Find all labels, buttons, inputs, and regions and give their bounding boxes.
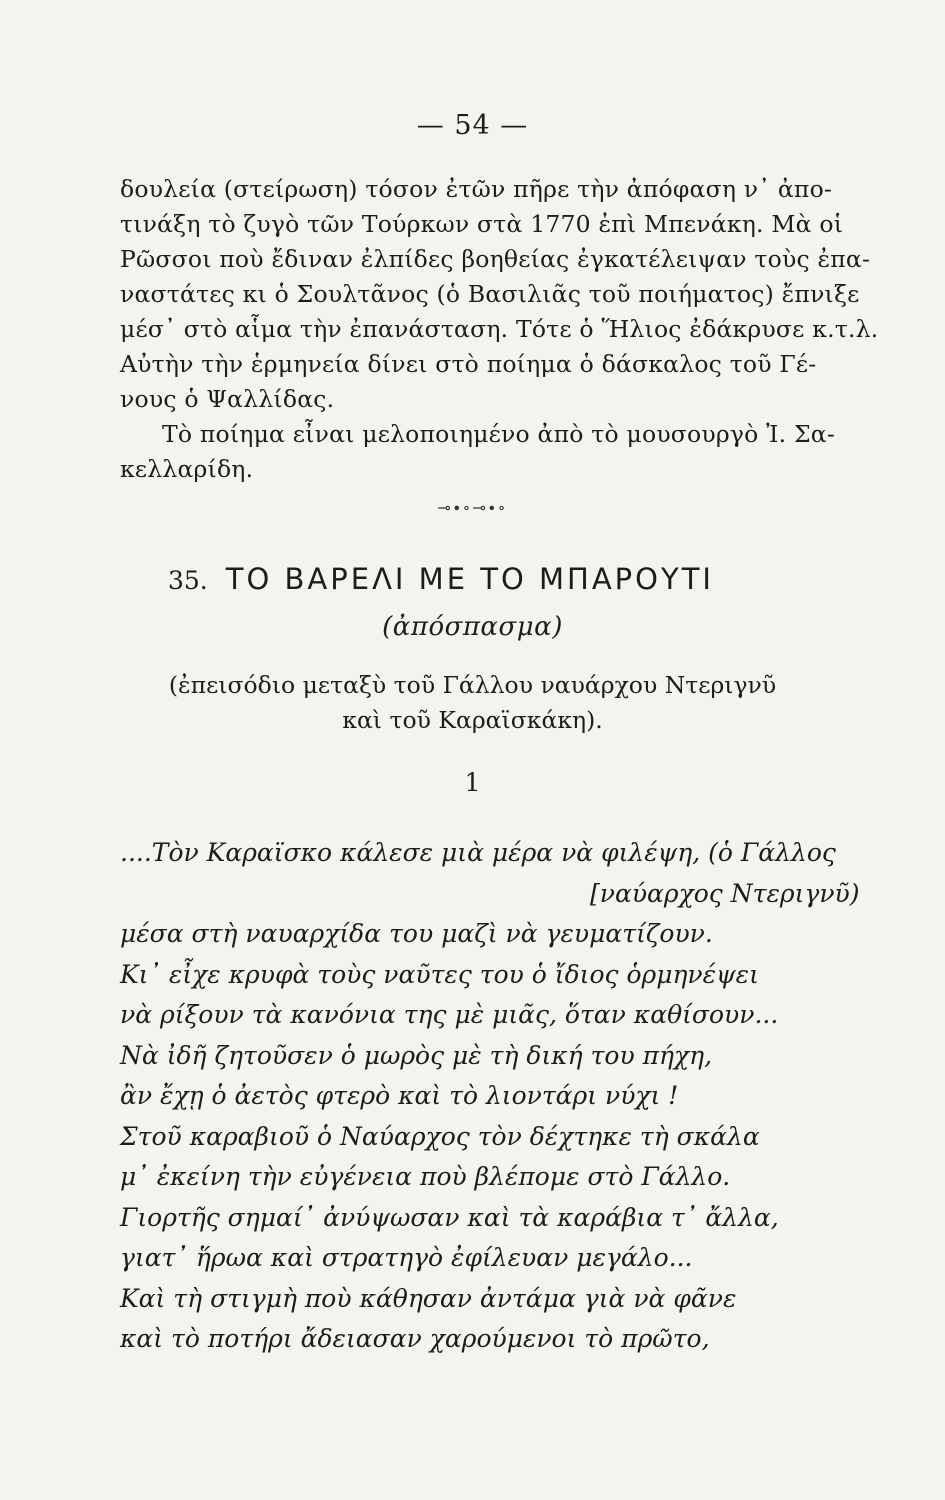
section-subtitle: (ἀπόσπασμα): [382, 612, 563, 642]
prose-line: δουλεία (στείρωση) τόσον ἐτῶν πῆρε τὴν ἀπόφαση ν᾿ ἀπο-: [120, 175, 833, 203]
poem-line: Στοῦ καραβιοῦ ὁ Ναύαρχος τὸν δέχτηκε τὴ σκάλα: [120, 1121, 760, 1151]
prose-line: τινάξη τὸ ζυγὸ τῶν Τούρκων στὰ 1770 ἐπὶ Μπενάκη. Μὰ οἱ: [120, 210, 844, 238]
stanza-number: 1: [464, 768, 481, 797]
poem-line: Γιορτῆς σημαί᾿ ἀνύψωσαν καὶ τὰ καράβια τ᾿ ἄλλα,: [120, 1202, 779, 1232]
poem-line: Νὰ ἰδῆ ζητοῦσεν ὁ μωρὸς μὲ τὴ δική του πήχη,: [120, 1040, 713, 1070]
prose-line: ναστάτες κι ὁ Σουλτᾶνος (ὁ Βασιλιᾶς τοῦ ποιήματος) ἔπνιξε: [120, 280, 860, 308]
poem-stanza: [120, 833, 860, 1360]
poem-line: Κι᾿ εἶχε κρυφὰ τοὺς ναῦτες του ὁ ἴδιος ὁρμηνέψει: [120, 959, 759, 989]
episode-line: (ἐπεισόδιο μεταξὺ τοῦ Γάλλου ναυάρχου Ντεριγνῦ: [168, 671, 777, 699]
poem-line: μ᾿ ἐκείνη τὴν εὐγένεια ποὺ βλέπομε στὸ Γάλλο.: [120, 1162, 731, 1191]
prose-line: νους ὁ Ψαλλίδας.: [120, 385, 335, 413]
prose-paragraph: [120, 172, 879, 487]
page-number: — 54 —: [416, 110, 529, 141]
prose-line: Ρῶσσοι ποὺ ἔδιναν ἐλπίδες βοηθείας ἐγκατέλειψαν τοὺς ἐπα-: [120, 245, 871, 273]
prose-line: μέσ᾿ στὸ αἷμα τὴν ἐπανάσταση. Τότε ὁ Ἥλιος ἐδάκρυσε κ.τ.λ.: [120, 315, 879, 343]
section-title: ΤΟ ΒΑΡΕΛΙ ΜΕ ΤΟ ΜΠΑΡΟΥΤΙ: [225, 562, 714, 596]
section-number: 35.: [168, 566, 208, 595]
poem-line: ἂν ἔχῃ ὁ ἀετὸς φτερὸ καὶ τὸ λιοντάρι νύχι !: [120, 1081, 679, 1110]
poem-line-continuation: [ναύαρχος Ντεριγνῦ): [590, 878, 860, 908]
ornament-divider: ⊸∙∘⊸∙∘: [437, 498, 508, 517]
poem-line: μέσα στὴ ναυαρχίδα του μαζὶ νὰ γευματίζουν.: [120, 919, 713, 948]
episode-line: καὶ τοῦ Καραϊσκάκη).: [342, 706, 603, 734]
poem-line: ....Τὸν Καραϊσκο κάλεσε μιὰ μέρα νὰ φιλέψη, (ὁ Γάλλος: [120, 838, 836, 867]
poem-line: γιατ᾿ ἥρωα καὶ στρατηγὸ ἐφίλευαν μεγάλο...: [120, 1243, 693, 1272]
section-heading: [168, 562, 868, 596]
poem-line: νὰ ρίξουν τὰ κανόνια της μὲ μιᾶς, ὅταν καθίσουν...: [120, 1000, 779, 1029]
prose-line: Τὸ ποίημα εἶναι μελοποιημένο ἀπὸ τὸ μουσουργὸ Ἰ. Σα-: [162, 420, 835, 448]
prose-line: Αὐτὴν τὴν ἑρμηνεία δίνει στὸ ποίημα ὁ δάσκαλος τοῦ Γέ-: [120, 350, 817, 378]
poem-line: καὶ τὸ ποτήρι ἄδειασαν χαρούμενοι τὸ πρῶτο,: [120, 1324, 710, 1353]
poem-line: Καὶ τὴ στιγμὴ ποὺ κάθησαν ἀντάμα γιὰ νὰ φᾶνε: [120, 1283, 737, 1313]
prose-line: κελλαρίδη.: [120, 455, 254, 483]
episode-note: [0, 668, 945, 738]
